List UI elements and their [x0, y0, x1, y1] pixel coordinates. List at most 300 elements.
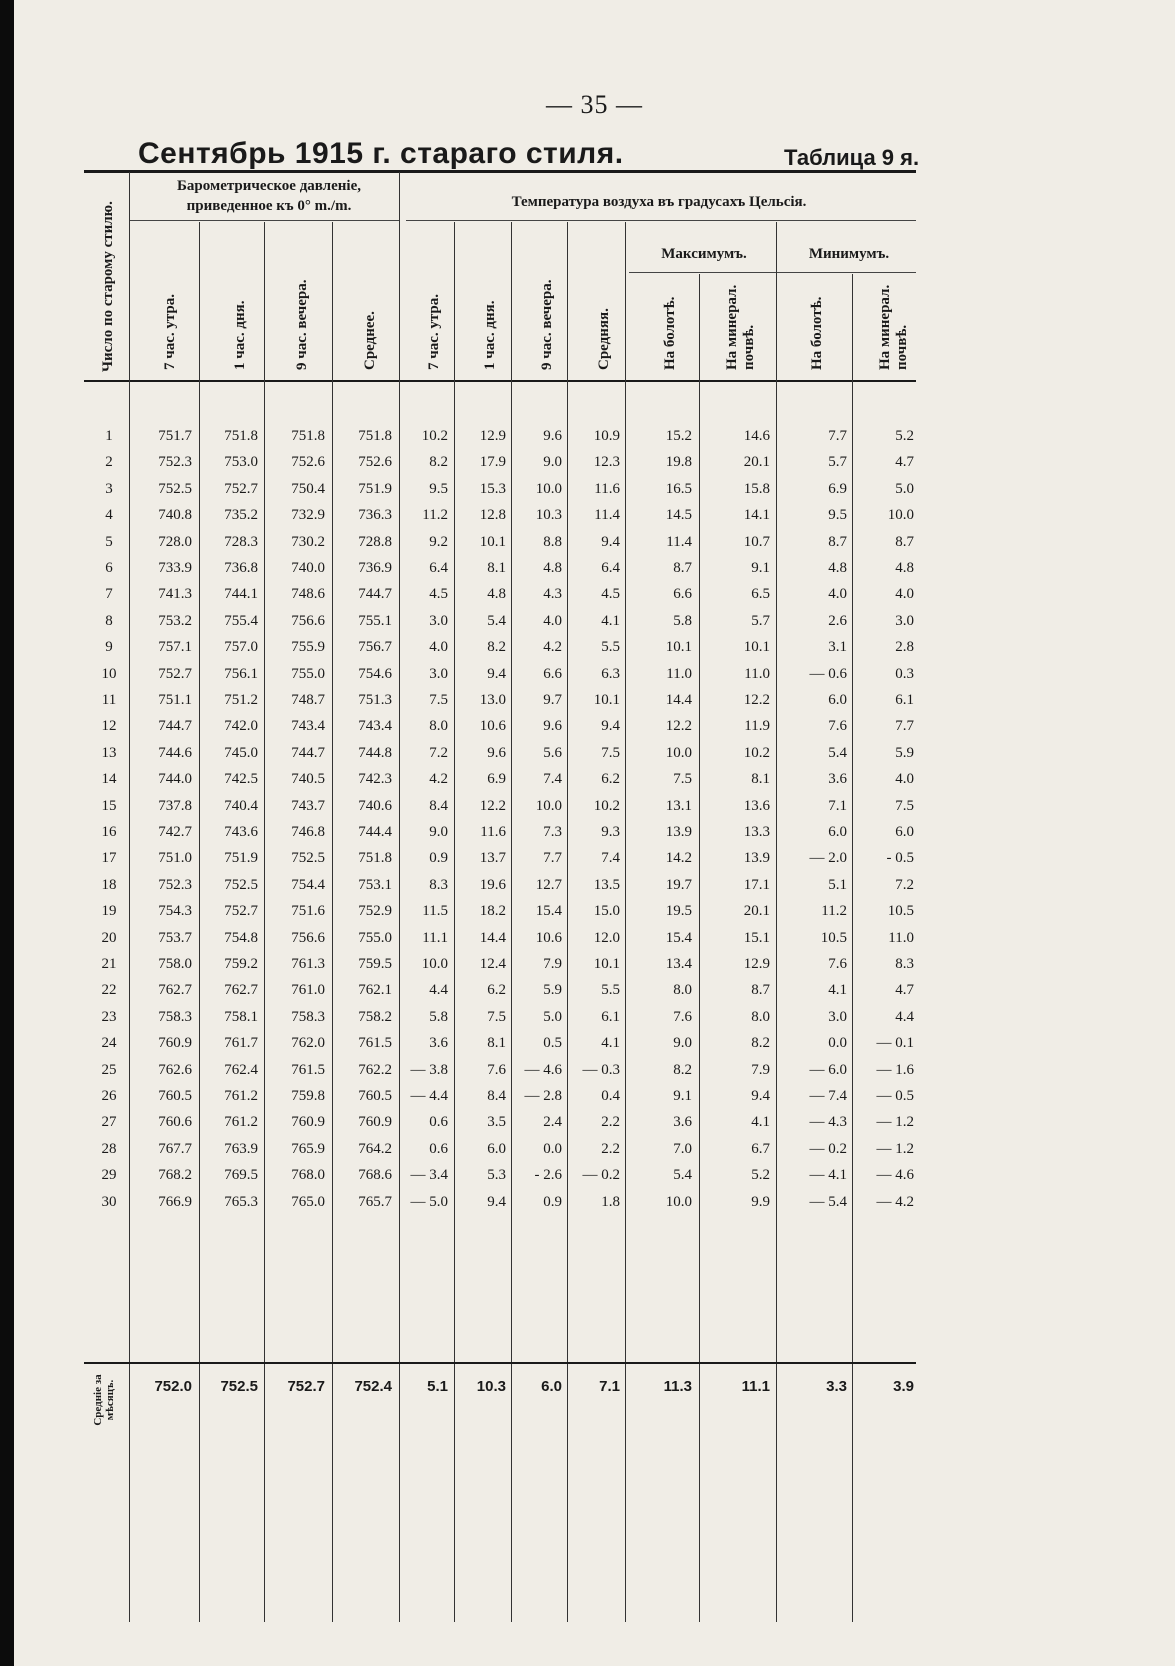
pressure-7am-cell: 751.7: [158, 428, 192, 444]
temp-7am-cell: 4.2: [429, 771, 448, 788]
temp-7am-cell: 7.5: [429, 692, 448, 708]
avg-min-soil: 3.9: [893, 1378, 914, 1395]
max-soil-cell: 5.2: [751, 1167, 770, 1184]
temp-7am-cell: 4.4: [429, 982, 448, 999]
pressure-7am-cell: 742.7: [158, 824, 192, 840]
pressure-7am-cell: 744.0: [158, 771, 192, 788]
temp-mean-cell: 6.2: [601, 771, 620, 788]
pressure-7am-cell: 752.3: [158, 876, 192, 893]
pressure-7am-cell: 751.1: [158, 692, 192, 708]
pressure-9pm-cell: 761.5: [291, 1061, 325, 1078]
pressure-1pm-cell: 740.4: [224, 797, 258, 814]
max-soil-cell: 14.1: [743, 507, 770, 524]
temp-7am-cell: 8.4: [429, 797, 448, 814]
table-row: [14, 428, 1175, 455]
temp-7am-cell: 8.0: [429, 718, 448, 735]
day-cell: 14: [101, 771, 117, 788]
header-bottom-rule: [84, 380, 916, 382]
temp-1pm-cell: 8.2: [487, 639, 506, 656]
temp-7am-cell: — 4.4: [410, 1088, 448, 1104]
temp-7am-cell: 6.4: [429, 560, 448, 576]
temp-1pm-cell: 10.6: [479, 718, 506, 735]
max-bog-cell: 9.1: [673, 1088, 692, 1104]
min-soil-cell: 4.8: [895, 560, 914, 576]
min-bog-cell: 3.1: [828, 639, 847, 656]
avg-max-bog: 11.3: [663, 1378, 692, 1395]
max-soil-cell: 13.9: [743, 850, 770, 867]
day-cell: 30: [101, 1193, 117, 1210]
temp-9pm-cell: 4.0: [543, 612, 562, 629]
header-subrule-extremes: [629, 272, 916, 273]
pressure-1pm-cell: 728.3: [224, 533, 258, 550]
temp-1pm-cell: 6.9: [487, 771, 506, 788]
temp-1pm-cell: 5.3: [487, 1167, 506, 1184]
temp-1pm-cell: 14.4: [479, 929, 506, 946]
pressure-9pm-cell: 758.3: [291, 1008, 325, 1025]
monthly-avg-label: Средніе за мѣсяцъ.: [92, 1374, 117, 1426]
table-row: [14, 903, 1175, 930]
temp-1pm-cell: 12.8: [479, 507, 506, 524]
pressure-mean-cell: 755.1: [358, 612, 392, 629]
temp-1pm-cell: 12.2: [479, 797, 506, 814]
header-subrule-temperature: [406, 220, 916, 221]
temp-9pm-cell: - 2.6: [534, 1167, 562, 1184]
temp-9pm-cell: — 4.6: [524, 1061, 562, 1078]
temp-7am-cell: — 3.8: [410, 1061, 448, 1078]
pressure-1pm-cell: 757.0: [224, 639, 258, 656]
day-cell: 24: [101, 1035, 117, 1052]
max-soil-cell: 9.9: [751, 1193, 770, 1210]
max-soil-cell: 5.7: [751, 612, 770, 629]
max-bog-cell: 11.4: [666, 533, 692, 550]
min-bog-cell: 6.0: [828, 692, 847, 708]
max-bog-cell: 13.4: [665, 956, 692, 972]
pressure-7am-cell: 752.3: [158, 454, 192, 471]
day-cell: 5: [105, 533, 113, 550]
table-row: [14, 481, 1175, 508]
table-row: [14, 1167, 1175, 1194]
temp-9pm-cell: 8.8: [543, 533, 562, 550]
temp-mean-cell: 2.2: [601, 1114, 620, 1131]
pressure-9pm-cell: 748.7: [291, 692, 325, 708]
temp-9pm-cell: 7.9: [543, 956, 562, 972]
min-bog-cell: 0.0: [828, 1035, 847, 1052]
pressure-mean-cell: 736.9: [358, 560, 392, 576]
temp-1pm-cell: 13.7: [479, 850, 506, 867]
day-cell: 25: [101, 1061, 117, 1078]
pressure-1pm-cell: 761.2: [224, 1088, 258, 1104]
day-cell: 16: [101, 824, 117, 840]
temperature-group-header: [404, 192, 914, 212]
pressure-9pm-cell: 762.0: [291, 1035, 325, 1052]
table-row: [14, 771, 1175, 798]
min-soil-cell: — 4.2: [876, 1193, 914, 1210]
pressure-1pm-cell: 751.2: [224, 692, 258, 708]
pressure-9pm-cell: 748.6: [291, 586, 325, 603]
pressure-9pm-cell: 752.5: [291, 850, 325, 867]
day-cell: 26: [101, 1088, 117, 1104]
min-bog-cell: — 7.4: [809, 1088, 847, 1104]
pressure-9pm-cell: 755.9: [291, 639, 325, 656]
top-rule: [84, 170, 916, 173]
pressure-mean-cell: 768.6: [358, 1167, 392, 1184]
min-soil-cell: 5.9: [895, 744, 914, 761]
max-soil-cell: 15.8: [743, 480, 770, 497]
pressure-7am-cell: 753.2: [158, 612, 192, 629]
min-bog-cell: 4.8: [828, 560, 847, 576]
pressure-mean-cell: 765.7: [358, 1193, 392, 1210]
pressure-mean-cell: 751.3: [358, 692, 392, 708]
temp-9pm-cell: 4.3: [543, 586, 562, 603]
day-cell: 18: [101, 876, 117, 893]
max-bog-cell: 10.0: [665, 1193, 692, 1210]
temp-7am-cell: 3.0: [429, 612, 448, 629]
min-soil-cell: 3.0: [895, 612, 914, 629]
pressure-9pm-cell: 751.8: [291, 428, 325, 444]
temp-1pm-cell: 9.4: [487, 665, 506, 682]
pressure-mean-cell: 759.5: [358, 956, 392, 972]
avg-temp-9pm: 6.0: [541, 1378, 562, 1395]
table-row: [14, 824, 1175, 851]
temp-9pm-cell: 0.9: [543, 1193, 562, 1210]
pressure-1pm-cell: 753.0: [224, 454, 258, 471]
pressure-9pm-cell: 756.6: [291, 929, 325, 946]
pressure-9pm-cell: 755.0: [291, 665, 325, 682]
min-bog-cell: 8.7: [828, 533, 847, 550]
temperature-group-label: Температура воздуха въ градусахъ Цельсія.: [511, 194, 807, 210]
pressure-9pm-cell: 752.6: [291, 454, 325, 471]
temp-1pm-cell: 6.2: [487, 982, 506, 999]
day-cell: 13: [101, 744, 117, 761]
temp-7am-cell: 11.5: [422, 903, 448, 920]
temp-9pm-cell: 5.6: [543, 744, 562, 761]
temp-1pm-cell: 19.6: [479, 876, 506, 893]
max-bog-cell: 5.8: [673, 612, 692, 629]
pressure-7am-cell: 744.7: [158, 718, 192, 735]
min-soil-cell: 0.3: [895, 665, 914, 682]
pressure-7am-cell: 760.5: [158, 1088, 192, 1104]
pressure-mean-cell: 740.6: [358, 797, 392, 814]
table-row: [14, 1114, 1175, 1141]
table-row: [14, 850, 1175, 877]
temp-7am-cell: 0.9: [429, 850, 448, 867]
temp-1pm-cell: 5.4: [487, 612, 506, 629]
min-soil-cell: — 0.5: [876, 1088, 914, 1104]
temp-mean-cell: 7.5: [601, 744, 620, 761]
table-row: [14, 956, 1175, 983]
day-cell: 1: [105, 428, 113, 444]
max-soil-cell: 4.1: [751, 1114, 770, 1131]
pressure-mean-cell: 752.9: [358, 903, 392, 920]
min-bog-cell: 5.1: [828, 876, 847, 893]
max-soil-cell: 6.7: [751, 1140, 770, 1157]
minimum-header: [784, 244, 914, 264]
temp-mean-cell: 6.1: [601, 1008, 620, 1025]
table-row: [14, 1141, 1175, 1168]
pressure-7am-cell: 768.2: [158, 1167, 192, 1184]
max-bog-cell: 14.2: [665, 850, 692, 867]
pressure-7am-cell: 752.7: [158, 665, 192, 682]
min-bog-cell: 5.4: [828, 744, 847, 761]
temp-9pm-cell: 10.0: [535, 797, 562, 814]
temp-1pm-cell: 10.1: [479, 533, 506, 550]
temp-9pm-cell: 6.6: [543, 665, 562, 682]
temp-7am-cell: 11.2: [422, 507, 448, 524]
min-soil-cell: 8.7: [895, 533, 914, 550]
min-bog-cell: — 4.1: [809, 1167, 847, 1184]
temp-7am-cell: 5.8: [429, 1008, 448, 1025]
max-bog-cell: 7.6: [673, 1008, 692, 1025]
temp-7am-cell: 8.3: [429, 876, 448, 893]
temp-mean-cell: 10.1: [593, 956, 620, 972]
page: [14, 0, 1175, 1666]
pressure-1pm-cell: 735.2: [224, 507, 258, 524]
max-bog-cell: 16.5: [665, 480, 692, 497]
pressure-7am-cell: 752.5: [158, 480, 192, 497]
max-soil-cell: 12.9: [743, 956, 770, 972]
min-bog-cell: 7.7: [828, 428, 847, 444]
pressure-7am-cell: 762.7: [158, 982, 192, 999]
table-row: [14, 560, 1175, 587]
min-soil-cell: 6.1: [895, 692, 914, 708]
max-soil-cell: 10.7: [743, 533, 770, 550]
temp-1pm-cell: 12.9: [479, 428, 506, 444]
table-row: [14, 613, 1175, 640]
temp-9pm-cell: 5.0: [543, 1008, 562, 1025]
pressure-mean-cell: 761.5: [358, 1035, 392, 1052]
max-soil-cell: 6.5: [751, 586, 770, 603]
max-soil-cell: 12.2: [743, 692, 770, 708]
pressure-9pm-cell: 743.4: [291, 718, 325, 735]
max-soil-header: На минерал. почвѣ.: [724, 284, 758, 370]
day-column-header: Число по старому стилю.: [100, 201, 116, 372]
day-cell: 29: [101, 1167, 117, 1184]
temp-7am-cell: 11.1: [422, 929, 448, 946]
temp-9pm-cell: 4.2: [543, 639, 562, 656]
min-soil-cell: 2.8: [895, 639, 914, 656]
table-row: [14, 1009, 1175, 1036]
max-bog-cell: 14.5: [665, 507, 692, 524]
temp-7am-cell: 9.2: [429, 533, 448, 550]
temp-7am-cell: 9.0: [429, 824, 448, 840]
table-row: [14, 982, 1175, 1009]
pressure-1pm-cell: 759.2: [224, 956, 258, 972]
pressure-mean-cell: 762.1: [358, 982, 392, 999]
pressure-mean-cell: 762.2: [358, 1061, 392, 1078]
day-cell: 3: [105, 480, 113, 497]
max-soil-cell: 15.1: [743, 929, 770, 946]
temp-mean-cell: 4.5: [601, 586, 620, 603]
max-soil-cell: 13.3: [743, 824, 770, 840]
temp-9pm-cell: 7.3: [543, 824, 562, 840]
temp-mean-cell: 4.1: [601, 612, 620, 629]
table-row: [14, 586, 1175, 613]
day-cell: 20: [101, 929, 117, 946]
pressure-1pm-cell: 756.1: [224, 665, 258, 682]
pressure-7am-cell: 758.3: [158, 1008, 192, 1025]
table-row: [14, 692, 1175, 719]
temp-7am-cell: 3.0: [429, 665, 448, 682]
table-row: [14, 1088, 1175, 1115]
day-cell: 19: [101, 903, 117, 920]
pressure-7am-cell: 758.0: [158, 956, 192, 972]
temp-mean-cell: 10.1: [593, 692, 620, 708]
temp-9pm-cell: 9.7: [543, 692, 562, 708]
temp-9pm-cell: 9.6: [543, 718, 562, 735]
temp-1pm-header: 1 час. дня.: [482, 300, 498, 370]
monthly-averages-row: [14, 1378, 1175, 1408]
min-bog-cell: 10.5: [820, 929, 847, 946]
temp-7am-cell: — 5.0: [410, 1193, 448, 1210]
temp-9pm-cell: 5.9: [543, 982, 562, 999]
table-label: Таблица 9 я.: [784, 145, 920, 170]
pressure-9pm-cell: 751.6: [291, 903, 325, 920]
pressure-mean-cell: 753.1: [358, 876, 392, 893]
temp-mean-cell: 5.5: [601, 639, 620, 656]
pressure-1pm-cell: 755.4: [224, 612, 258, 629]
pressure-7am-cell: 740.8: [158, 507, 192, 524]
pressure-9pm-cell: 761.0: [291, 982, 325, 999]
day-cell: 27: [101, 1114, 117, 1131]
temp-1pm-cell: 6.0: [487, 1140, 506, 1157]
min-bog-cell: 11.2: [821, 903, 847, 920]
temp-mean-cell: 0.4: [601, 1088, 620, 1104]
maximum-header: [629, 244, 779, 264]
pressure-mean-header: Среднее.: [362, 311, 378, 370]
temp-mean-cell: 1.8: [601, 1193, 620, 1210]
min-bog-cell: 2.6: [828, 612, 847, 629]
max-bog-cell: 19.7: [665, 876, 692, 893]
temp-9pm-cell: 10.3: [535, 507, 562, 524]
table-row: [14, 666, 1175, 693]
min-soil-cell: 4.7: [895, 982, 914, 999]
min-bog-cell: 6.0: [828, 824, 847, 840]
pressure-mean-cell: 760.5: [358, 1088, 392, 1104]
temp-9pm-cell: — 2.8: [524, 1088, 562, 1104]
table-row: [14, 745, 1175, 772]
pressure-1pm-cell: 758.1: [224, 1008, 258, 1025]
max-soil-cell: 11.9: [744, 718, 770, 735]
day-cell: 2: [105, 454, 113, 471]
pressure-7am-cell: 754.3: [158, 903, 192, 920]
day-cell: 23: [101, 1008, 117, 1025]
temp-1pm-cell: 7.5: [487, 1008, 506, 1025]
temp-1pm-cell: 7.6: [487, 1061, 506, 1078]
pressure-mean-cell: 744.4: [358, 824, 392, 840]
pressure-1pm-cell: 751.8: [224, 428, 258, 444]
min-bog-cell: 4.0: [828, 586, 847, 603]
minimum-label: Минимумъ.: [808, 246, 890, 262]
temp-1pm-cell: 11.6: [480, 824, 506, 840]
min-bog-cell: 3.6: [828, 771, 847, 788]
min-bog-cell: 5.7: [828, 454, 847, 471]
min-soil-cell: 10.5: [887, 903, 914, 920]
temp-mean-cell: 10.2: [593, 797, 620, 814]
max-soil-cell: 8.0: [751, 1008, 770, 1025]
pressure-9pm-cell: 760.9: [291, 1114, 325, 1131]
day-cell: 28: [101, 1140, 117, 1157]
pressure-1pm-cell: 743.6: [224, 824, 258, 840]
temp-9pm-cell: 9.6: [543, 428, 562, 444]
min-bog-cell: — 6.0: [809, 1061, 847, 1078]
min-soil-cell: 4.0: [895, 586, 914, 603]
pressure-mean-cell: 755.0: [358, 929, 392, 946]
temp-7am-cell: 7.2: [429, 744, 448, 761]
header-subrule-pressure: [129, 220, 399, 221]
temp-mean-cell: — 0.3: [582, 1061, 620, 1078]
pressure-1pm-cell: 761.7: [224, 1035, 258, 1052]
min-soil-cell: 5.2: [895, 428, 914, 444]
pressure-9pm-cell: 732.9: [291, 507, 325, 524]
temp-7am-cell: 10.2: [421, 428, 448, 444]
pressure-mean-cell: 728.8: [358, 533, 392, 550]
pressure-mean-cell: 743.4: [358, 718, 392, 735]
temp-7am-cell: 0.6: [429, 1114, 448, 1131]
min-bog-cell: 4.1: [828, 982, 847, 999]
page-number: — 35 —: [546, 90, 643, 119]
min-bog-cell: — 5.4: [809, 1193, 847, 1210]
max-bog-cell: 10.1: [665, 639, 692, 656]
temp-9pm-cell: 15.4: [535, 903, 562, 920]
avg-temp-7am: 5.1: [427, 1378, 448, 1395]
max-soil-cell: 8.2: [751, 1035, 770, 1052]
min-bog-cell: 9.5: [828, 507, 847, 524]
temp-1pm-cell: 8.1: [487, 560, 506, 576]
pressure-group-header: [144, 176, 394, 217]
temp-9pm-header: 9 час. вечера.: [539, 279, 555, 370]
min-soil-cell: 4.7: [895, 454, 914, 471]
day-cell: 9: [105, 639, 113, 656]
temp-9pm-cell: 4.8: [543, 560, 562, 576]
temp-1pm-cell: 15.3: [479, 480, 506, 497]
table-row: [14, 1062, 1175, 1089]
max-soil-cell: 10.2: [743, 744, 770, 761]
pressure-mean-cell: 764.2: [358, 1140, 392, 1157]
pressure-mean-cell: 742.3: [358, 771, 392, 788]
temp-9pm-cell: 10.0: [535, 480, 562, 497]
temp-1pm-cell: 18.2: [479, 903, 506, 920]
min-bog-cell: — 0.6: [809, 665, 847, 682]
pressure-1pm-header: 1 час. дня.: [232, 300, 248, 370]
max-bog-cell: 5.4: [673, 1167, 692, 1184]
max-soil-cell: 9.1: [751, 560, 770, 576]
min-soil-cell: — 1.2: [876, 1140, 914, 1157]
pressure-1pm-cell: 751.9: [224, 850, 258, 867]
temp-1pm-cell: 12.4: [479, 956, 506, 972]
table-row: [14, 507, 1175, 534]
temp-mean-cell: 12.0: [593, 929, 620, 946]
day-cell: 12: [101, 718, 117, 735]
max-soil-cell: 8.7: [751, 982, 770, 999]
pressure-1pm-cell: 736.8: [224, 560, 258, 576]
pressure-9pm-cell: 740.5: [291, 771, 325, 788]
avg-max-soil: 11.1: [741, 1378, 770, 1395]
day-cell: 4: [105, 507, 113, 524]
temp-7am-cell: 3.6: [429, 1035, 448, 1052]
max-bog-cell: 12.2: [665, 718, 692, 735]
min-soil-cell: — 4.6: [876, 1167, 914, 1184]
temp-mean-cell: — 0.2: [582, 1167, 620, 1184]
temp-mean-cell: 9.3: [601, 824, 620, 840]
pressure-1pm-cell: 742.5: [224, 771, 258, 788]
min-soil-cell: 7.7: [895, 718, 914, 735]
temp-mean-cell: 4.1: [601, 1035, 620, 1052]
min-bog-cell: — 0.2: [809, 1140, 847, 1157]
temp-1pm-cell: 4.8: [487, 586, 506, 603]
pressure-1pm-cell: 761.2: [224, 1114, 258, 1131]
day-cell: 10: [101, 665, 117, 682]
temp-mean-header: Средняя.: [596, 308, 612, 370]
